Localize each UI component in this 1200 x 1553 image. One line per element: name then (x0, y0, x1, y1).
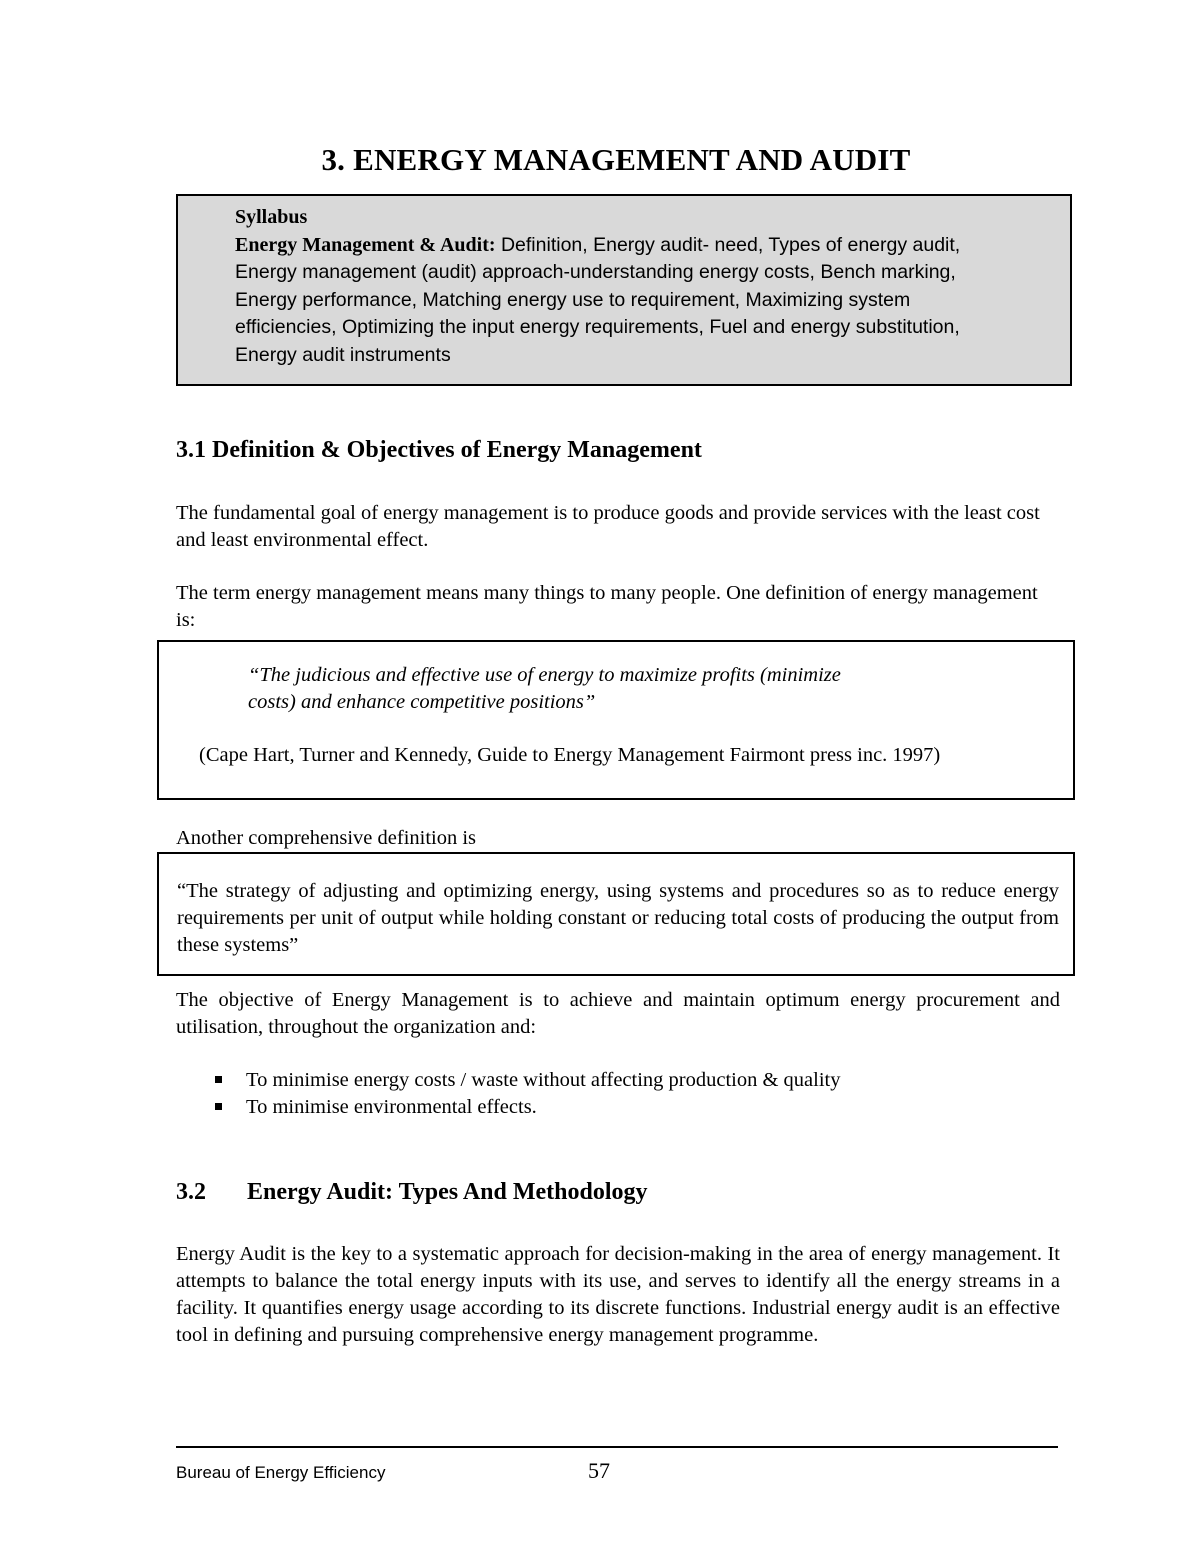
definition-quote-line-1: “The judicious and effective use of energy to maximize profits (minimize (248, 664, 841, 686)
page-number: 57 (588, 1458, 610, 1483)
section-3-1-para-goal: The fundamental goal of energy management is to produce goods and provide services with the least cost and least environmental effect. (176, 502, 1040, 551)
list-item (176, 1094, 840, 1121)
objective-bullet-list (176, 1067, 840, 1121)
strategy-quote-text: “The strategy of adjusting and optimizing energy, using systems and procedures so as to reduce energy requirements per unit of output while holding constant or reducing total costs of producing the output from these systems” (177, 880, 1059, 956)
bullet-text: To minimise energy costs / waste without affecting production & quality (246, 1069, 841, 1091)
section-3-2-number: 3.2 (176, 1179, 206, 1205)
section-3-2-title: Energy Audit: Types And Methodology (247, 1179, 648, 1205)
syllabus-line-2: Energy management (audit) approach-understanding energy costs, Bench marking, (235, 261, 956, 283)
syllabus-line-1-text: Definition, Energy audit- need, Types of energy audit, (495, 233, 961, 256)
syllabus-topic-label: Energy Management & Audit: (235, 233, 496, 256)
syllabus-line-5: Energy audit instruments (235, 343, 451, 366)
another-definition-label: Another comprehensive definition is (176, 827, 477, 849)
strategy-quote-box (157, 852, 1075, 976)
definition-quote-box (157, 640, 1075, 800)
definition-quote-line-2: costs) and enhance competitive positions” (248, 691, 596, 713)
footer-publisher: Bureau of Energy Efficiency (176, 1463, 386, 1482)
footer-rule (176, 1446, 1058, 1448)
syllabus-line-3: Energy performance, Matching energy use to requirement, Maximizing system (235, 288, 911, 311)
section-3-1-heading: 3.1 Definition & Objectives of Energy Management (176, 437, 702, 463)
section-3-2-paragraph: Energy Audit is the key to a systematic approach for decision-making in the area of energy management. It attempts to balance the total energy inputs with its use, and serves to identify all the energy streams in a facility. It quantifies energy usage according to its discrete functions. Industrial energy audit is an effective tool in defining and pursuing comprehensive energy management programme. (176, 1243, 1060, 1346)
syllabus-heading: Syllabus (235, 206, 308, 228)
section-3-2-heading (176, 1179, 648, 1206)
chapter-title: 3. ENERGY MANAGEMENT AND AUDIT (321, 142, 911, 177)
objective-paragraph: The objective of Energy Management is to achieve and maintain optimum energy procurement and utilisation, throughout the organization and: (176, 989, 1060, 1038)
square-bullet-icon (215, 1076, 222, 1083)
list-item (176, 1067, 840, 1094)
syllabus-line-1 (235, 232, 1054, 260)
definition-citation: (Cape Hart, Turner and Kennedy, Guide to Energy Management Fairmont press inc. 1997) (199, 744, 941, 766)
square-bullet-icon (215, 1103, 222, 1110)
syllabus-line-4: efficiencies, Optimizing the input energy requirements, Fuel and energy substitution, (235, 316, 960, 338)
section-3-1-para-term: The term energy management means many things to many people. One definition of energy management is: (176, 582, 1038, 631)
syllabus-box (176, 194, 1072, 386)
bullet-text: To minimise environmental effects. (246, 1096, 537, 1118)
